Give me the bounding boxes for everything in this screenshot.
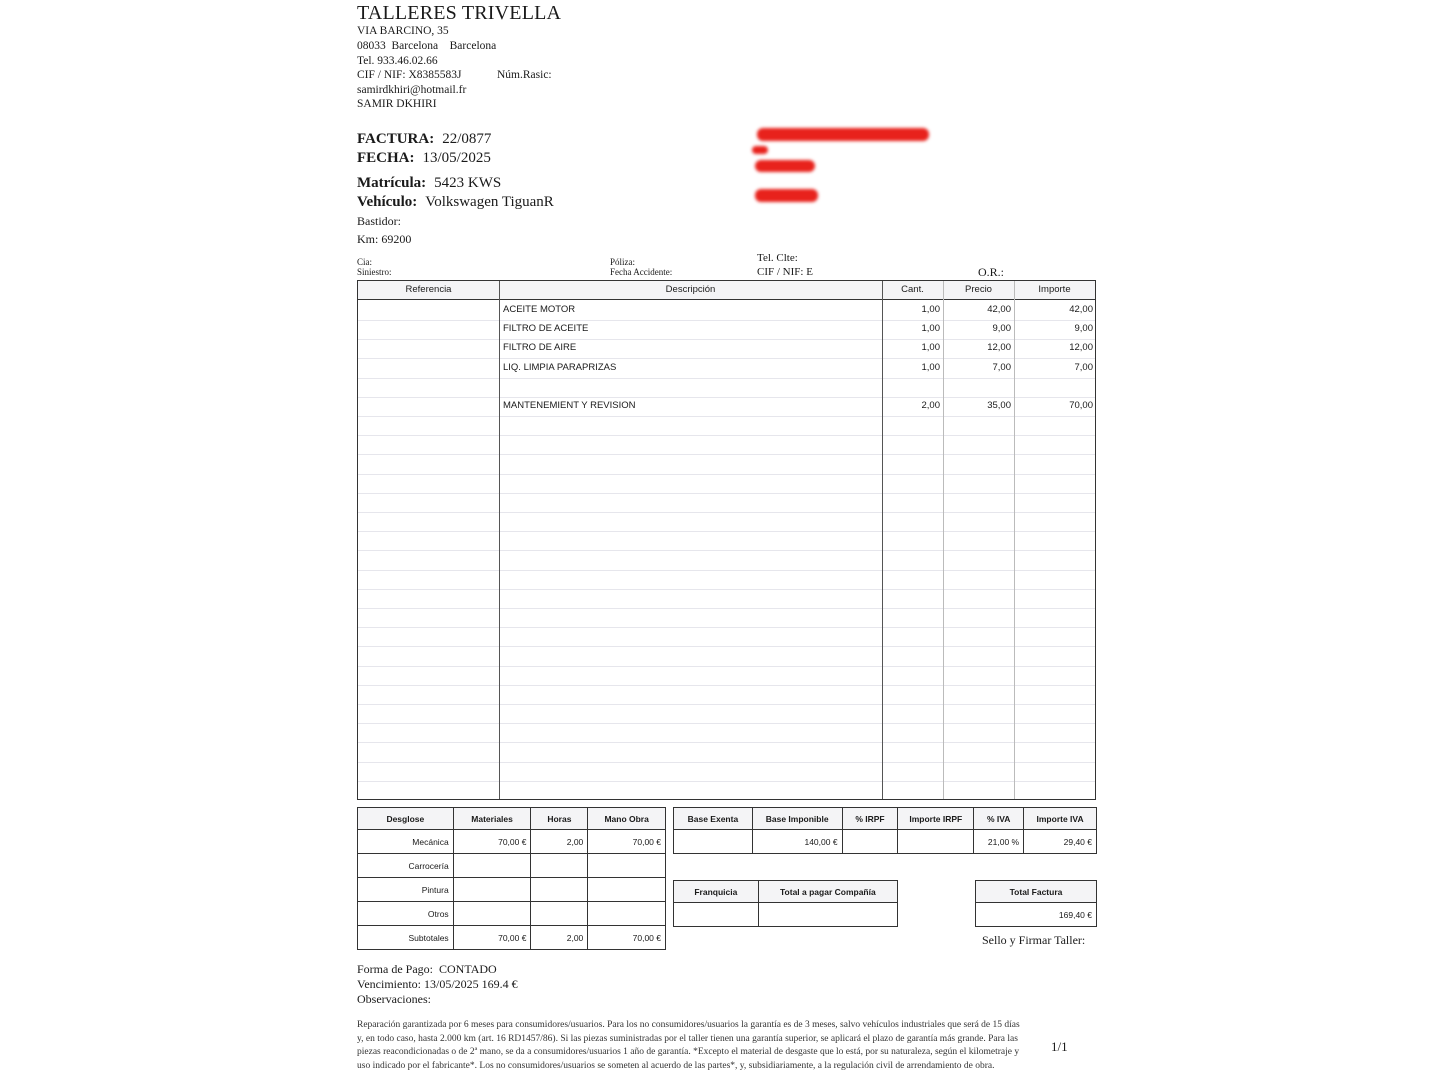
breakdown-mano-obra: 70,00 € (588, 830, 666, 854)
franquicia-header: Franquicia (674, 881, 759, 903)
fecha-accidente: Fecha Accidente: (610, 267, 673, 277)
tax-header: Base Imponible (752, 808, 842, 830)
breakdown-horas: 2,00 (531, 926, 588, 950)
vehiculo-value: Volkswagen TiguanR (425, 194, 554, 210)
breakdown-row (358, 926, 666, 950)
row-rule (358, 512, 1095, 513)
breakdown-mano-obra (588, 854, 666, 878)
breakdown-row (358, 902, 666, 926)
item-amount: 9,00 (1074, 323, 1093, 335)
breakdown-mano-obra (588, 878, 666, 902)
business-name: TALLERES TRIVELLA (357, 2, 562, 24)
matricula-line (357, 175, 501, 192)
breakdown-header: Materiales (453, 808, 531, 830)
irpf-percent (842, 830, 898, 854)
col-precio: Precio (965, 284, 992, 295)
table-row (358, 301, 1095, 320)
bastidor: Bastidor: (357, 214, 401, 228)
vencimiento: Vencimiento: 13/05/2025 169.4 € (357, 977, 518, 991)
item-description: FILTRO DE ACEITE (503, 323, 589, 335)
tax-header: Importe IRPF (898, 808, 974, 830)
siniestro: Siniestro: (357, 267, 392, 277)
poliza: Póliza: (610, 257, 635, 267)
postal-code: 08033 (357, 40, 386, 52)
breakdown-horas (531, 878, 588, 902)
breakdown-row (358, 830, 666, 854)
item-price: 35,00 (987, 400, 1011, 411)
total-factura-header: Total Factura (976, 881, 1097, 903)
page-number: 1/1 (1051, 1039, 1068, 1054)
col-descripcion: Descripción (665, 284, 716, 295)
vehiculo-line (357, 194, 554, 211)
fecha-label: FECHA: (357, 150, 415, 166)
insurance-values-row (674, 903, 898, 927)
total-header-row (976, 881, 1097, 903)
cia: Cia: (357, 257, 372, 267)
items-table (357, 280, 1096, 800)
table-row (358, 397, 1095, 416)
row-rule (358, 589, 1095, 590)
business-phone: Tel. 933.46.02.66 (357, 55, 438, 67)
item-quantity: 2,00 (921, 400, 940, 411)
breakdown-label: Mecánica (358, 830, 454, 854)
factura-line (357, 131, 491, 148)
row-rule (358, 666, 1095, 667)
breakdown-label: Pintura (358, 878, 454, 902)
total-compania-header: Total a pagar Compañía (758, 881, 897, 903)
row-rule (358, 723, 1095, 724)
matricula-value: 5423 KWS (434, 175, 502, 191)
item-amount: 12,00 (1069, 342, 1093, 354)
breakdown-header: Horas (531, 808, 588, 830)
item-price: 9,00 (992, 323, 1011, 335)
breakdown-body (358, 830, 666, 950)
forma-pago-line (357, 962, 497, 977)
or-label: O.R.: (978, 265, 1005, 279)
base-exenta (674, 830, 753, 854)
item-description: MANTENEMIENT Y REVISION (503, 400, 636, 411)
row-rule (358, 685, 1095, 686)
fecha-value: 13/05/2025 (422, 150, 491, 166)
iva-amount: 29,40 € (1024, 830, 1097, 854)
vehiculo-label: Vehículo: (357, 194, 418, 210)
tax-values-row (674, 830, 1097, 854)
business-owner: SAMIR DKHIRI (357, 98, 437, 110)
redaction-mark (755, 160, 815, 172)
total-value-row (976, 903, 1097, 927)
row-rule (358, 627, 1095, 628)
item-price: 12,00 (987, 342, 1011, 354)
breakdown-materiales (453, 902, 531, 926)
row-rule (358, 742, 1095, 743)
tax-header-row (674, 808, 1097, 830)
redaction-mark (757, 128, 929, 141)
business-city-line (357, 39, 496, 53)
franquicia-value (674, 903, 759, 927)
table-row (358, 359, 1095, 378)
sello-label: Sello y Firmar Taller: (982, 933, 1086, 947)
num-rasic: Núm.Rasic: (497, 69, 552, 81)
total-table (975, 880, 1097, 927)
item-quantity: 1,00 (921, 342, 940, 354)
breakdown-mano-obra (588, 902, 666, 926)
item-quantity: 1,00 (921, 304, 940, 315)
tax-table (673, 807, 1097, 854)
breakdown-header: Desglose (358, 808, 454, 830)
business-email: samirdkhiri@hotmail.fr (357, 84, 467, 96)
item-description: FILTRO DE AIRE (503, 342, 577, 354)
breakdown-horas (531, 854, 588, 878)
observaciones: Observaciones: (357, 992, 431, 1006)
breakdown-row (358, 878, 666, 902)
col-importe: Importe (1038, 284, 1071, 295)
row-rule (358, 531, 1095, 532)
breakdown-horas (531, 902, 588, 926)
warranty-terms: Reparación garantizada por 6 meses para consumidores/usuarios. Para los no consumidores/usuarios la garantía es de 3 meses, salvo vehículos industriales que será de 15 días y, en todo caso, hasta 2.000 km (art. 16 RD1457/86). Si las piezas suministradas por el taller tienen una garantía superior, se aplicará el plazo de garantía más grande. Para las piezas reacondicionadas o de 2ª mano, se da a consumidores/usuarios 1 año de garantía. *Excepto el material de desgaste que lo está, por su naturaleza, según el kilometraje y uso indicado por el fabricante*. Los no consumidores/usuarios se someten al acuerdo de las partes*, y, subsidiariamente, a la regulación civil de arrendamiento de obra. (357, 1020, 1020, 1071)
row-rule (358, 704, 1095, 705)
matricula-label: Matrícula: (357, 175, 427, 191)
tel-clte: Tel. Clte: (757, 252, 798, 264)
business-address: VIA BARCINO, 35 (357, 25, 449, 37)
tax-header: % IVA (974, 808, 1024, 830)
irpf-amount (898, 830, 974, 854)
forma-pago-label: Forma de Pago: (357, 962, 433, 976)
province: Barcelona (449, 40, 497, 52)
item-amount: 7,00 (1074, 361, 1093, 373)
tax-header: % IRPF (842, 808, 898, 830)
breakdown-label: Subtotales (358, 926, 454, 950)
breakdown-materiales (453, 854, 531, 878)
item-description: ACEITE MOTOR (503, 304, 576, 315)
redaction-mark (755, 189, 818, 202)
col-referencia: Referencia (405, 284, 452, 295)
table-row (358, 339, 1095, 358)
row-rule (358, 454, 1095, 455)
insurance-table (673, 880, 898, 927)
base-imponible: 140,00 € (752, 830, 842, 854)
insurance-header-row (674, 881, 898, 903)
item-price: 42,00 (987, 304, 1011, 315)
row-rule (358, 550, 1095, 551)
row-rule (358, 435, 1095, 436)
breakdown-horas: 2,00 (531, 830, 588, 854)
redaction-mark (752, 146, 768, 154)
breakdown-materiales: 70,00 € (453, 830, 531, 854)
col-cantidad: Cant. (901, 284, 924, 295)
row-rule (358, 781, 1095, 782)
breakdown-row (358, 854, 666, 878)
breakdown-materiales: 70,00 € (453, 926, 531, 950)
table-row (358, 378, 1095, 397)
breakdown-mano-obra: 70,00 € (588, 926, 666, 950)
breakdown-table (357, 807, 666, 950)
breakdown-header-row (358, 808, 666, 830)
iva-percent: 21,00 % (974, 830, 1024, 854)
factura-number: 22/0877 (442, 131, 492, 147)
item-price: 7,00 (992, 361, 1011, 373)
tax-header: Importe IVA (1024, 808, 1097, 830)
breakdown-header: Mano Obra (588, 808, 666, 830)
total-factura-value: 169,40 € (976, 903, 1097, 927)
item-quantity: 1,00 (921, 323, 940, 335)
tax-header: Base Exenta (674, 808, 753, 830)
items-table-header (358, 281, 1095, 300)
row-rule (358, 416, 1095, 417)
km: Km: 69200 (357, 232, 412, 246)
row-rule (358, 570, 1095, 571)
forma-pago-value: CONTADO (439, 962, 497, 976)
item-amount: 70,00 (1069, 400, 1093, 411)
cif-cliente: CIF / NIF: E (757, 266, 813, 278)
factura-label: FACTURA: (357, 131, 435, 147)
item-amount: 42,00 (1069, 304, 1093, 315)
item-quantity: 1,00 (921, 361, 940, 373)
breakdown-label: Carrocería (358, 854, 454, 878)
row-rule (358, 762, 1095, 763)
row-rule (358, 493, 1095, 494)
row-rule (358, 646, 1095, 647)
business-cif: CIF / NIF: X8385583J (357, 69, 462, 81)
item-description: LIQ. LIMPIA PARAPRIZAS (503, 361, 617, 373)
breakdown-materiales (453, 878, 531, 902)
city: Barcelona (391, 40, 439, 52)
fecha-line (357, 150, 491, 167)
breakdown-label: Otros (358, 902, 454, 926)
row-rule (358, 474, 1095, 475)
row-rule (358, 608, 1095, 609)
total-compania-value (758, 903, 897, 927)
table-row (358, 320, 1095, 339)
